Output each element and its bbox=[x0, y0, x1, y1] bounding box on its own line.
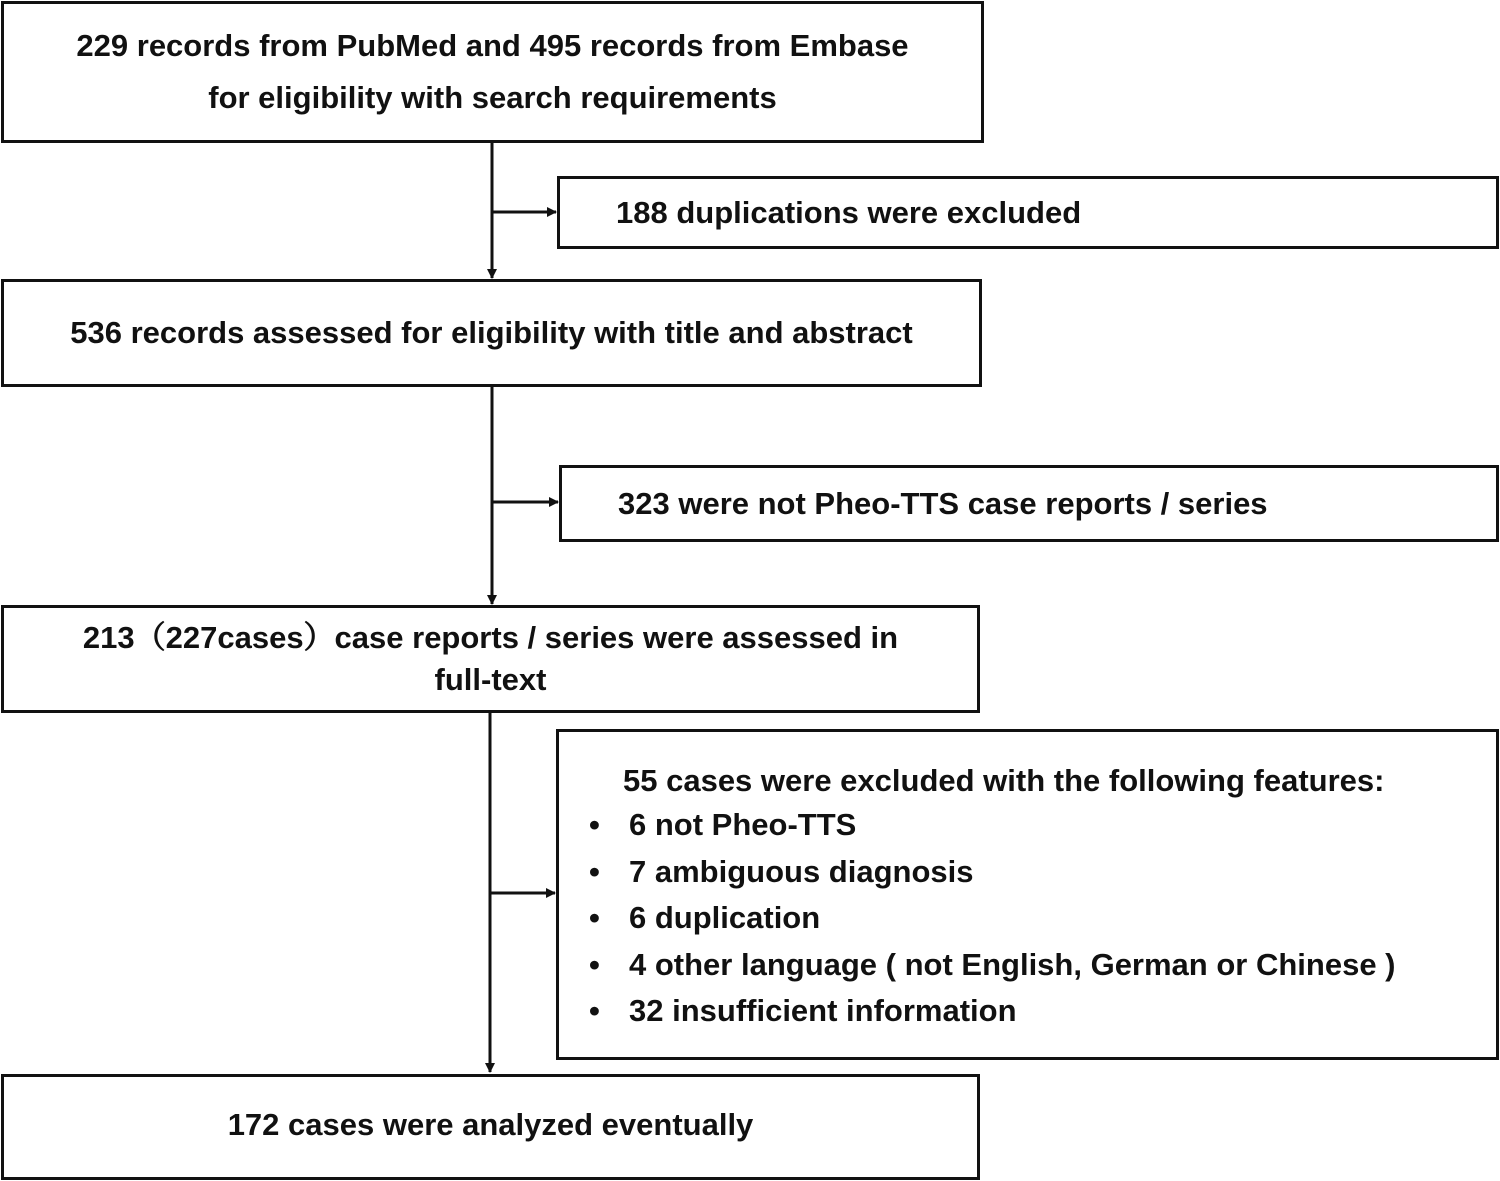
records-identified-box bbox=[1, 1, 984, 143]
bullet-icon: • bbox=[589, 853, 600, 889]
exclusion-reason: 6 duplication bbox=[629, 900, 821, 935]
list-item bbox=[559, 895, 1496, 942]
records-identified-line1: 229 records from PubMed and 495 records from Embase bbox=[76, 28, 909, 63]
full-text-assessed-box bbox=[1, 605, 980, 713]
records-identified-line2: for eligibility with search requirements bbox=[208, 80, 777, 115]
bullet-icon: • bbox=[589, 946, 600, 982]
cases-analyzed-box bbox=[1, 1074, 980, 1180]
list-item bbox=[559, 988, 1496, 1035]
list-item bbox=[559, 802, 1496, 849]
bullet-icon: • bbox=[589, 900, 600, 935]
duplications-excluded-box bbox=[557, 176, 1499, 249]
not-pheo-tts-excluded-box bbox=[559, 465, 1499, 542]
records-screened-box bbox=[1, 279, 982, 387]
exclusion-reasons-list bbox=[559, 802, 1496, 1035]
duplications-excluded-text: 188 duplications were excluded bbox=[616, 194, 1082, 230]
exclusion-reason: 7 ambiguous diagnosis bbox=[629, 853, 974, 889]
not-pheo-tts-excluded-text: 323 were not Pheo-TTS case reports / series bbox=[618, 485, 1268, 521]
exclusion-reason: 6 not Pheo-TTS bbox=[629, 807, 857, 842]
full-text-assessed-line1: 213（227cases）case reports / series were assessed in bbox=[82, 620, 899, 655]
bullet-icon: • bbox=[589, 993, 600, 1028]
cases-excluded-box bbox=[556, 729, 1499, 1060]
cases-excluded-heading: 55 cases were excluded with the following features: bbox=[623, 763, 1385, 798]
exclusion-reason: 4 other language ( not English, German or Chinese ) bbox=[629, 946, 1396, 982]
cases-analyzed-text: 172 cases were analyzed eventually bbox=[227, 1107, 754, 1142]
bullet-icon: • bbox=[589, 807, 600, 842]
exclusion-reason: 32 insufficient information bbox=[629, 993, 1017, 1028]
records-screened-text: 536 records assessed for eligibility with title and abstract bbox=[70, 315, 913, 350]
list-item bbox=[559, 942, 1496, 989]
list-item bbox=[559, 849, 1496, 896]
full-text-assessed-line2: full-text bbox=[434, 662, 547, 697]
